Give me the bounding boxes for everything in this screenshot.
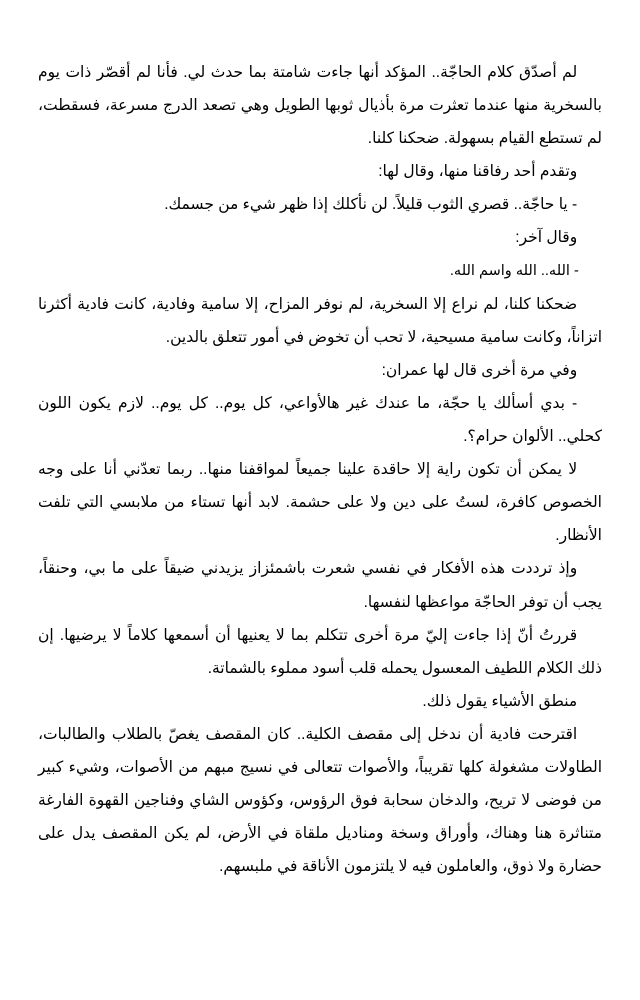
dialogue-line: - بدي أسألك يا حجّة، ما عندك غير هالأواعي، كل يوم.. كل يوم.. لازم يكون اللون كحلي.. الألوان حرام؟. — [38, 394, 602, 446]
paragraph: وفي مرة أخرى قال لها عمران: — [381, 361, 578, 379]
paragraph: وقال آخر: — [515, 229, 578, 247]
paragraph: قررتُ أنّ إذا جاءت إليّ مرة أخرى تتكلم بما لا يعنيها أن أسمعها كلاماً لا يرضيها. إن ذلك الكلام اللطيف المعسول يحمله قلب أسود مملوء بالشماتة. — [38, 626, 602, 677]
paragraph: منطق الأشياء يقول ذلك. — [422, 692, 578, 710]
body-text — [38, 56, 602, 883]
dialogue-line: - يا حاجّة.. قصري الثوب قليلاً. لن نأكلك إذا ظهر شيء من جسمك. — [164, 196, 578, 214]
paragraph: وإذ ترددت هذه الأفكار في نفسي شعرت باشمئزاز يزيدني ضيقاً على ما بي، وحنقاً، يجب أن توفر الحاجّة مواعظها لنفسها. — [38, 560, 602, 611]
paragraph: ضحكنا كلنا، لم نراع إلا السخرية، لم نوفر المزاح، إلا سامية وفادية، كانت فادية أكثرنا اتزاناً، وكانت سامية مسيحية، لا تحب أن تخوض في أمور تتعلق بالدين. — [38, 295, 602, 346]
paragraph: وتقدم أحد رفاقنا منها، وقال لها: — [378, 163, 578, 181]
paragraph: اقترحت فادية أن ندخل إلى مقصف الكلية.. كان المقصف يغصّ بالطلاب والطالبات، الطاولات مشغولة كلها تقريباً، والأصوات تتعالى في نسيج مبهم من الأصوات، وشيء كبير من فوضى لا تريح، والدخان سحابة فوق الرؤوس، وكؤوس الشاي وفناجين القهوة الفارغة متناثرة هنا وهناك، وأوراق وسخة ومناديل ملقاة في الأرض، لم يكن المقصف يدل على حضارة ولا ذوق، والعاملون فيه لا يلتزمون الأناقة في ملبسهم. — [38, 725, 602, 876]
paragraph: لم أصدّق كلام الحاجّة.. المؤكد أنها جاءت شامتة بما حدث لي. فأنا لم أقصّر ذات يوم بالسخرية منها عندما تعثرت مرة بأذيال ثوبها الطويل وهي تصعد الدرج مسرعة، فسقطت، لم تستطع القيام بسهولة. ضحكنا كلنا. — [38, 64, 602, 148]
dialogue-line: - الله.. الله واسم الله. — [449, 262, 579, 279]
paragraph: لا يمكن أن تكون راية إلا حاقدة علينا جميعاً لمواقفنا منها.. ربما تعدّني أنا على وجه الخصوص كافرة، لستُ على دين ولا على حشمة. لابد أنها تستاء من ملابسي التي تلفت الأنظار. — [38, 461, 602, 545]
